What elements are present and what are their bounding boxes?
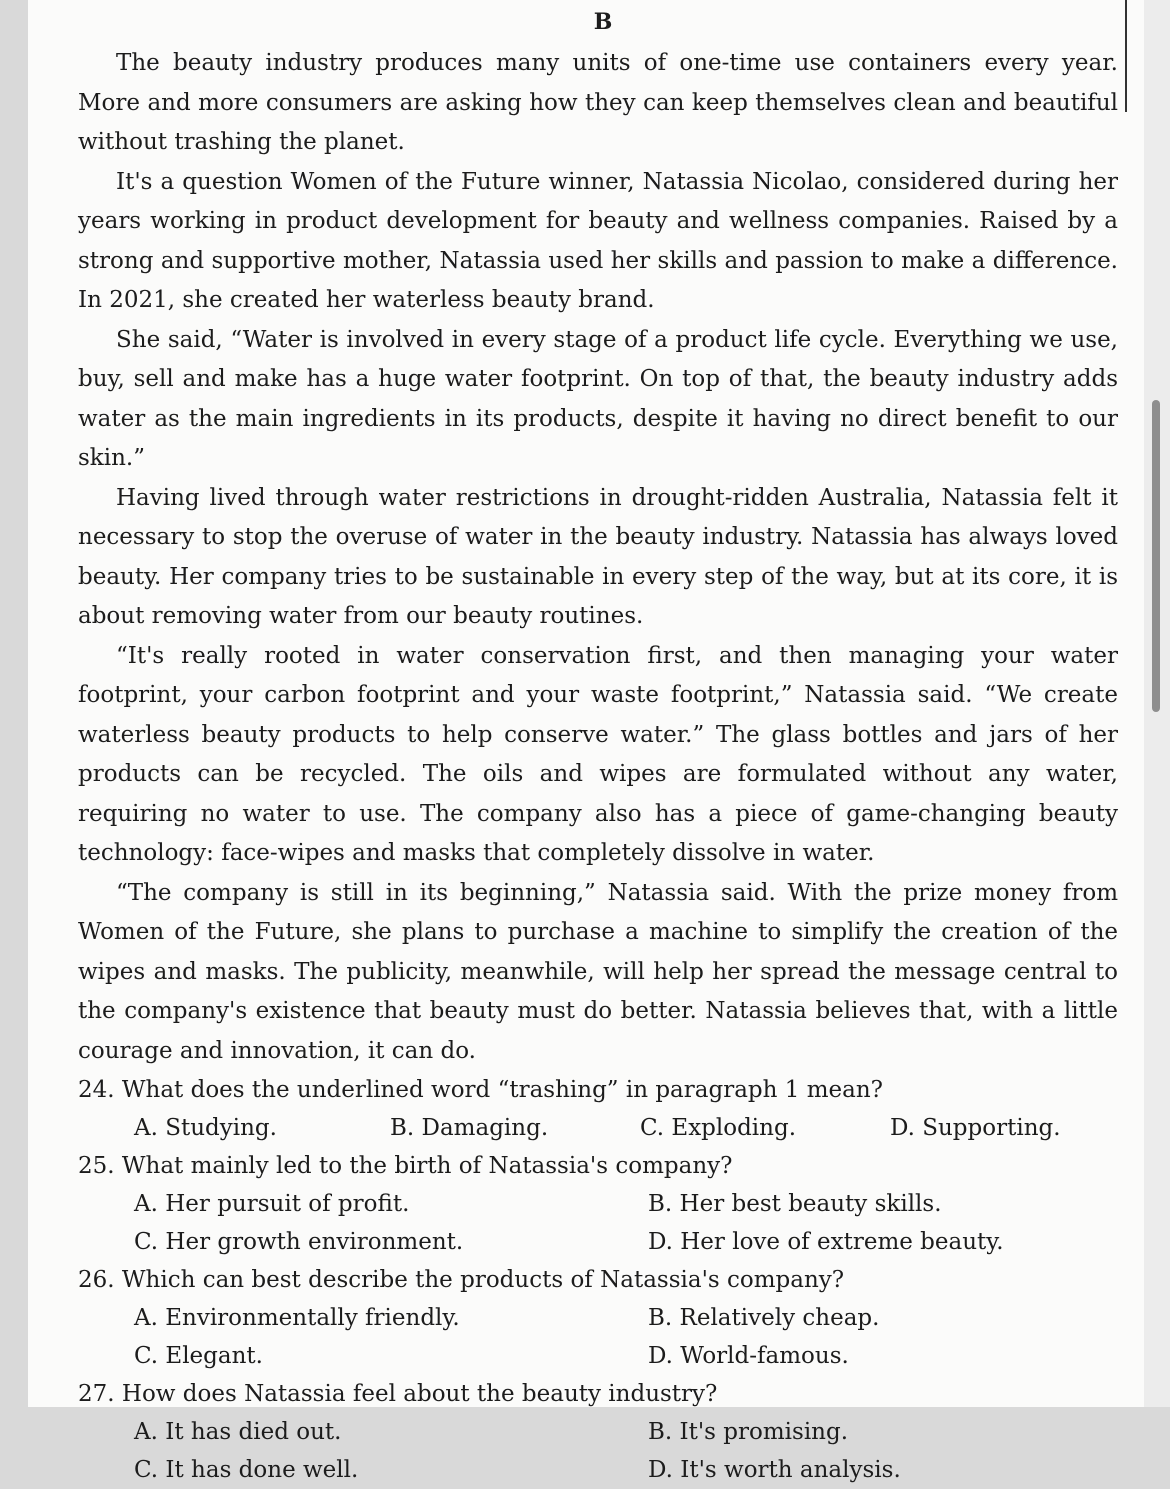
paragraph-4: Having lived through water restrictions in drought-ridden Australia, Natassia felt it necessary to stop the overuse of water in the beauty industry. Natassia has always loved beauty. Her company tries to be sustainable in every step of the way, but at its core, it is about removing water from our beauty routines. (78, 484, 1118, 629)
option-a: A. It has died out. (134, 1419, 342, 1445)
paragraph-2: It's a question Women of the Future winner, Natassia Nicolao, considered during her years working in product development for beauty and wellness companies. Raised by a strong and supportive mother, Natassia used her skills and passion to make a difference. In 2021, she created her waterless beauty brand. (78, 168, 1118, 313)
question-26 (78, 1261, 1118, 1375)
paragraph-1: The beauty industry produces many units of one-time use containers every year. More and more consumers are asking how they can keep themselves clean and beautiful without trashing the planet. (78, 50, 1118, 155)
question-27 (78, 1375, 1118, 1489)
option-c: C. Elegant. (134, 1343, 263, 1369)
paragraph-6: “The company is still in its beginning,” Natassia said. With the prize money from Women of the Future, she plans to purchase a machine to simplify the creation of the wipes and masks. The publicity, meanwhile, will help her spread the message central to the company's existence that beauty must do better. Natassia believes that, with a little courage and innovation, it can do. (78, 879, 1118, 1064)
option-d: D. Supporting. (890, 1115, 1061, 1141)
option-d: D. It's worth analysis. (648, 1457, 901, 1483)
option-a: A. Environmentally friendly. (134, 1305, 460, 1331)
reading-passage (78, 8, 1118, 1489)
option-c: C. Her growth environment. (134, 1229, 464, 1255)
answer-options (134, 1109, 1118, 1147)
option-b: B. Relatively cheap. (648, 1305, 880, 1331)
option-c: C. Exploding. (640, 1115, 797, 1141)
question-text: 25. What mainly led to the birth of Natassia's company? (78, 1153, 733, 1179)
option-a: A. Studying. (134, 1115, 277, 1141)
option-a: A. Her pursuit of profit. (134, 1191, 410, 1217)
option-d: D. World-famous. (648, 1343, 849, 1369)
document-page (28, 0, 1144, 1483)
option-d: D. Her love of extreme beauty. (648, 1229, 1004, 1255)
question-text: 26. Which can best describe the products of Natassia's company? (78, 1267, 845, 1293)
scrollbar-thumb[interactable] (1152, 400, 1160, 712)
paragraph-3: She said, “Water is involved in every stage of a product life cycle. Everything we use, buy, sell and make has a huge water footprint. On top of that, the beauty industry adds water as the main ingredients in its products, despite it having no direct benefit to our skin.” (78, 326, 1118, 471)
answer-options (134, 1299, 1118, 1375)
option-b: B. Her best beauty skills. (648, 1191, 942, 1217)
answer-options (134, 1185, 1118, 1261)
question-25 (78, 1147, 1118, 1261)
page-edge-divider (1125, 0, 1127, 112)
question-24 (78, 1071, 1118, 1147)
question-text: 27. How does Natassia feel about the beauty industry? (78, 1381, 718, 1407)
section-label: B (593, 9, 613, 35)
question-text: 24. What does the underlined word “trashing” in paragraph 1 mean? (78, 1077, 883, 1103)
option-b: B. Damaging. (390, 1115, 549, 1141)
paragraph-5: “It's really rooted in water conservation first, and then managing your water footprint, your carbon footprint and your waste footprint,” Natassia said. “We create waterless beauty products to help conserve water.” The glass bottles and jars of her products can be recycled. The oils and wipes are formulated without any water, requiring no water to use. The company also has a piece of game-changing beauty technology: face-wipes and masks that completely dissolve in water. (78, 642, 1118, 866)
option-c: C. It has done well. (134, 1457, 359, 1483)
answer-options (134, 1413, 1118, 1489)
option-b: B. It's promising. (648, 1419, 849, 1445)
